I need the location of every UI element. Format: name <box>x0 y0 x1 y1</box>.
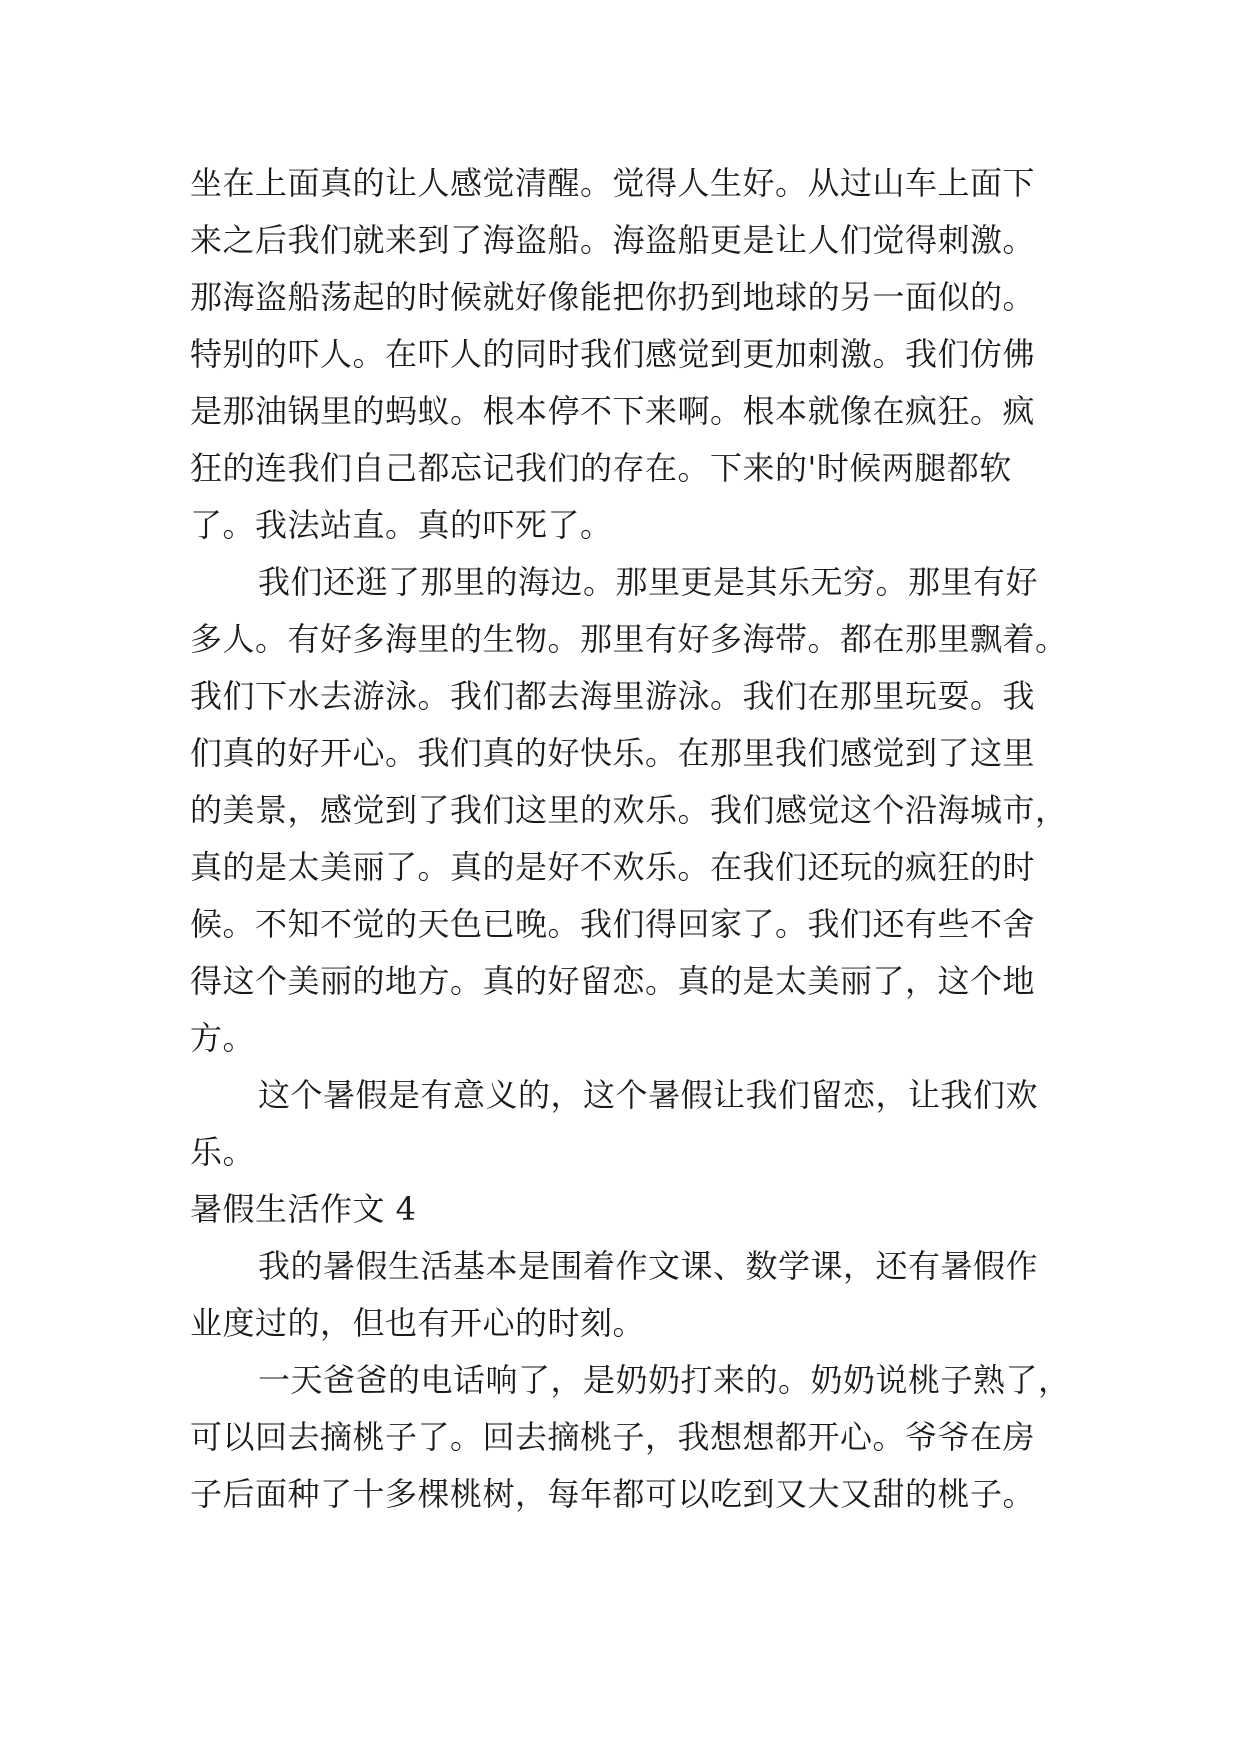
text-line: 多人。有好多海里的生物。那里有好多海带。都在那里飘着。 <box>190 620 1068 658</box>
section-heading: 暑假生活作文 4 <box>190 1190 417 1228</box>
text-line: 来之后我们就来到了海盗船。海盗船更是让人们觉得刺激。 <box>190 221 1036 259</box>
text-line: 真的是太美丽了。真的是好不欢乐。在我们还玩的疯狂的时 <box>190 848 1036 886</box>
text-line: 我们下水去游泳。我们都去海里游泳。我们在那里玩耍。我 <box>190 677 1036 715</box>
text-line: 是那油锅里的蚂蚁。根本停不下来啊。根本就像在疯狂。疯 <box>190 392 1036 430</box>
text-line: 狂的连我们自己都忘记我们的存在。下来的'时候两腿都软 <box>190 449 1012 487</box>
text-line: 特别的吓人。在吓人的同时我们感觉到更加刺激。我们仿佛 <box>190 335 1036 373</box>
text-line: 可以回去摘桃子了。回去摘桃子，我想想都开心。爷爷在房 <box>190 1418 1036 1456</box>
text-line: 的美景，感觉到了我们这里的欢乐。我们感觉这个沿海城市， <box>190 791 1068 829</box>
text-line: 候。不知不觉的天色已晚。我们得回家了。我们还有些不舍 <box>190 905 1036 943</box>
text-line: 乐。 <box>190 1133 256 1171</box>
paragraph-start-line: 我们还逛了那里的海边。那里更是其乐无穷。那里有好 <box>258 563 1039 601</box>
text-line: 了。我法站直。真的吓死了。 <box>190 506 613 544</box>
text-line: 方。 <box>190 1019 256 1057</box>
text-line: 坐在上面真的让人感觉清醒。觉得人生好。从过山车上面下 <box>190 164 1036 202</box>
text-line: 们真的好开心。我们真的好快乐。在那里我们感觉到了这里 <box>190 734 1036 772</box>
text-line: 那海盗船荡起的时候就好像能把你扔到地球的另一面似的。 <box>190 278 1036 316</box>
paragraph-start-line: 我的暑假生活基本是围着作文课、数学课，还有暑假作 <box>258 1247 1039 1285</box>
paragraph-start-line: 一天爸爸的电话响了，是奶奶打来的。奶奶说桃子熟了， <box>258 1361 1071 1399</box>
text-line: 子后面种了十多棵桃树，每年都可以吃到又大又甜的桃子。 <box>190 1475 1036 1513</box>
text-line: 业度过的，但也有开心的时刻。 <box>190 1304 646 1342</box>
paragraph-start-line: 这个暑假是有意义的，这个暑假让我们留恋，让我们欢 <box>258 1076 1039 1114</box>
text-line: 得这个美丽的地方。真的好留恋。真的是太美丽了，这个地 <box>190 962 1036 1000</box>
